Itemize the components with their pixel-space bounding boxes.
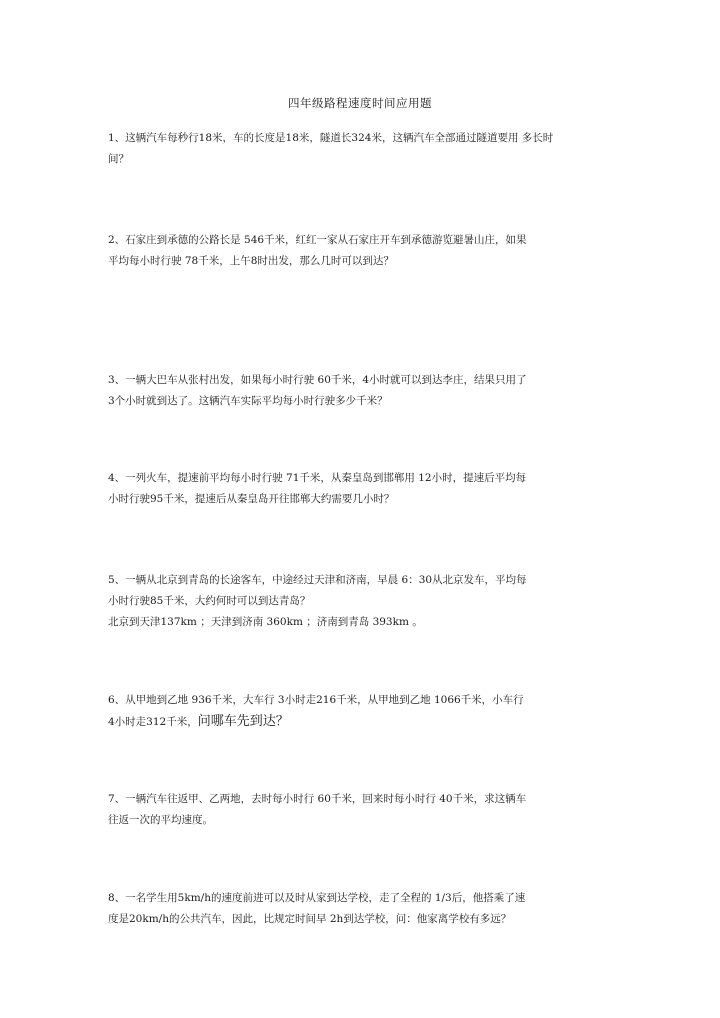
problem-5 bbox=[108, 570, 608, 633]
problem-3 bbox=[108, 370, 608, 412]
problem-4-line-2: 小时行驶95千米，提速后从秦皇岛开往邯郸大约需要几小时？ bbox=[108, 493, 395, 505]
problem-5-line-3: 北京到天津137km ；天津到济南 360km ；济南到青岛 393km 。 bbox=[108, 616, 423, 628]
problem-6-question: 问哪车先到达？ bbox=[197, 714, 289, 729]
problem-1 bbox=[108, 128, 608, 170]
problem-8 bbox=[108, 888, 608, 930]
problem-8-line-1: 8、一名学生用5km/h的速度前进可以及时从家到达学校，走了全程的 1/3后，他搭乘了速 bbox=[108, 892, 526, 904]
problem-7 bbox=[108, 789, 608, 831]
problem-6 bbox=[108, 690, 608, 733]
problem-2 bbox=[108, 230, 608, 272]
problem-4-line-1: 4、一列火车，提速前平均每小时行驶 71千米，从秦皇岛到邯郸用 12小时，提速后平均每 bbox=[108, 472, 527, 484]
page-title: 四年级路程速度时间应用题 bbox=[288, 96, 432, 110]
problem-6-line-2-prefix: 4小时走312千米， bbox=[108, 716, 198, 728]
problem-3-line-1: 3、一辆大巴车从张村出发，如果每小时行驶 60千米，4小时就可以到达李庄，结果只用了 bbox=[108, 374, 527, 386]
problem-7-line-2: 往返一次的平均速度。 bbox=[108, 814, 213, 826]
problem-5-line-1: 5、一辆从北京到青岛的长途客车，中途经过天津和济南，早晨 6：30从北京发车，平均每 bbox=[108, 574, 527, 586]
problem-2-line-2: 平均每小时行驶 78千米，上午8时出发，那么几时可以到达？ bbox=[108, 255, 394, 267]
problem-6-line-2 bbox=[108, 711, 608, 733]
problem-8-line-2: 度是20km/h的公共汽车，因此，比规定时间早 2h到达学校，问：他家离学校有多远？ bbox=[108, 913, 512, 925]
problem-2-line-1: 2、石家庄到承德的公路长是 546千米，红红一家从石家庄开车到承德游览避暑山庄，如果 bbox=[108, 234, 527, 246]
problem-6-line-1: 6、从甲地到乙地 936千米，大车行 3小时走216千米，从甲地到乙地 1066千米，小车行 bbox=[108, 694, 524, 706]
problem-3-line-2: 3个小时就到达了。这辆汽车实际平均每小时行驶多少千米？ bbox=[108, 395, 388, 407]
problem-4 bbox=[108, 468, 608, 510]
problem-7-line-1: 7、一辆汽车往返甲、乙两地，去时每小时行 60千米，回来时每小时行 40千米，求这辆车 bbox=[108, 793, 527, 805]
problem-1-line-2: 间？ bbox=[108, 153, 129, 165]
problem-5-line-2: 小时行驶85千米，大约何时可以到达青岛？ bbox=[108, 595, 311, 607]
problem-1-line-1: 1、这辆汽车每秒行18米，车的长度是18米，隧道长324米，这辆汽车全部通过隧道要用 多长时 bbox=[108, 132, 554, 144]
